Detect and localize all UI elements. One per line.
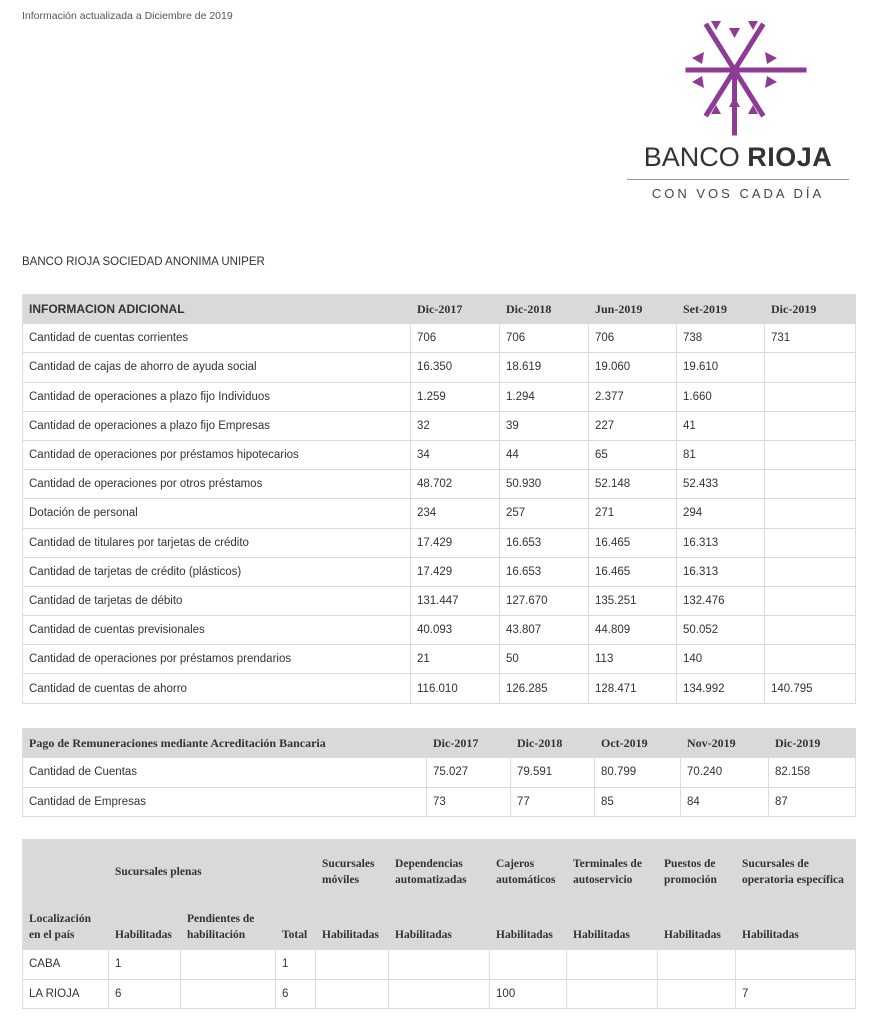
row-label: Cantidad de tarjetas de débito [23, 586, 411, 615]
table-cell: 41 [677, 411, 765, 440]
table-cell [658, 950, 736, 980]
table-cell: 81 [677, 440, 765, 469]
table-cell: 6 [109, 979, 181, 1009]
table-row [23, 499, 856, 528]
table-cell: 34 [411, 440, 500, 469]
star-emblem-icon [624, 18, 852, 138]
row-label: Cantidad de cuentas corrientes [23, 324, 411, 353]
additional-info-table [22, 294, 856, 704]
table-cell: 16.313 [677, 528, 765, 557]
company-name: BANCO RIOJA SOCIEDAD ANONIMA UNIPER [22, 256, 265, 268]
table-cell: 2.377 [589, 382, 677, 411]
table-cell: 1.660 [677, 382, 765, 411]
row-label: CABA [23, 950, 109, 980]
row-label: Cantidad de cuentas de ahorro [23, 674, 411, 703]
group-header-sucursales-plenas: Sucursales plenas [109, 840, 316, 904]
table-cell [765, 528, 856, 557]
table-cell: 77 [511, 787, 595, 816]
table-cell [765, 557, 856, 586]
table-cell: 127.670 [500, 586, 589, 615]
banco-rioja-logo [624, 18, 852, 208]
table-cell: 16.653 [500, 528, 589, 557]
table-cell [765, 645, 856, 674]
logo-divider [627, 179, 849, 180]
table-cell: 271 [589, 499, 677, 528]
table-cell: 80.799 [595, 758, 681, 787]
subheader-habilitadas: Habilitadas [490, 904, 567, 950]
table-cell: 7 [736, 979, 856, 1009]
table-row [23, 353, 856, 382]
table-row [23, 324, 856, 353]
subheader-habilitadas: Habilitadas [658, 904, 736, 950]
table-row [23, 645, 856, 674]
payroll-table [22, 728, 856, 817]
table-cell: 17.429 [411, 528, 500, 557]
table-cell [181, 979, 276, 1009]
group-header-puestos: Puestos de promoción [658, 840, 736, 904]
table-cell: 234 [411, 499, 500, 528]
table-cell: 48.702 [411, 470, 500, 499]
table-cell: 87 [769, 787, 856, 816]
column-header: Dic-2018 [511, 729, 595, 758]
column-header: Set-2019 [677, 295, 765, 324]
row-label: Cantidad de cajas de ahorro de ayuda social [23, 353, 411, 382]
table-cell: 128.471 [589, 674, 677, 703]
table-cell [765, 586, 856, 615]
table-cell: 82.158 [769, 758, 856, 787]
table-row [23, 411, 856, 440]
group-header-operatoria: Sucursales de operatoria específica [736, 840, 856, 904]
table-header-row [23, 840, 856, 904]
logo-brand-text [624, 142, 852, 173]
table-subheader-row [23, 904, 856, 950]
table-cell: 132.476 [677, 586, 765, 615]
table-cell: 16.465 [589, 528, 677, 557]
table-cell: 135.251 [589, 586, 677, 615]
table-row [23, 616, 856, 645]
table-cell [765, 382, 856, 411]
table-row [23, 758, 856, 787]
table-cell: 706 [411, 324, 500, 353]
table-row [23, 440, 856, 469]
subheader-habilitadas: Habilitadas [389, 904, 490, 950]
table-cell: 39 [500, 411, 589, 440]
table-cell: 21 [411, 645, 500, 674]
table-cell [658, 979, 736, 1009]
table-cell: 79.591 [511, 758, 595, 787]
table-cell: 706 [500, 324, 589, 353]
column-header: Dic-2019 [765, 295, 856, 324]
table-cell [765, 353, 856, 382]
table-cell: 731 [765, 324, 856, 353]
table-cell: 84 [681, 787, 769, 816]
table-cell: 16.313 [677, 557, 765, 586]
row-label: Cantidad de operaciones por otros préstamos [23, 470, 411, 499]
table-cell [389, 979, 490, 1009]
row-label: Dotación de personal [23, 499, 411, 528]
row-label: Cantidad de titulares por tarjetas de crédito [23, 528, 411, 557]
table-cell: 73 [427, 787, 511, 816]
row-label: Cantidad de Cuentas [23, 758, 427, 787]
table-row [23, 586, 856, 615]
table-cell: 16.350 [411, 353, 500, 382]
table-cell: 50 [500, 645, 589, 674]
table-cell [389, 950, 490, 980]
table-cell: 1 [276, 950, 316, 980]
subheader-habilitadas: Habilitadas [736, 904, 856, 950]
table-cell [567, 979, 658, 1009]
table-cell: 738 [677, 324, 765, 353]
table-cell: 44.809 [589, 616, 677, 645]
table-cell [316, 950, 389, 980]
table-header-row [23, 729, 856, 758]
table-row [23, 528, 856, 557]
table-row [23, 557, 856, 586]
table-cell [736, 950, 856, 980]
table-cell: 126.285 [500, 674, 589, 703]
row-label: Cantidad de operaciones a plazo fijo Individuos [23, 382, 411, 411]
column-header: Oct-2019 [595, 729, 681, 758]
logo-brand-bold: RIOJA [747, 142, 833, 172]
table-cell [567, 950, 658, 980]
subheader-habilitadas: Habilitadas [316, 904, 389, 950]
table-cell: 52.433 [677, 470, 765, 499]
table-cell [316, 979, 389, 1009]
location-header: Localización en el país [23, 840, 109, 950]
table-header-row [23, 295, 856, 324]
table-cell: 75.027 [427, 758, 511, 787]
table-cell: 1 [109, 950, 181, 980]
column-header: Dic-2019 [769, 729, 856, 758]
table-title: INFORMACION ADICIONAL [23, 295, 411, 324]
table-cell: 227 [589, 411, 677, 440]
column-header: Nov-2019 [681, 729, 769, 758]
table-row [23, 382, 856, 411]
table-cell [765, 440, 856, 469]
subheader-total: Total [276, 904, 316, 950]
group-header-dependencias: Dependencias automatizadas [389, 840, 490, 904]
table-row [23, 674, 856, 703]
table-row [23, 979, 856, 1009]
table-cell [181, 950, 276, 980]
subheader-habilitadas: Habilitadas [109, 904, 181, 950]
subheader-pendientes: Pendientes de habilitación [181, 904, 276, 950]
table-cell: 16.465 [589, 557, 677, 586]
table-cell [765, 499, 856, 528]
table-cell: 113 [589, 645, 677, 674]
row-label: LA RIOJA [23, 979, 109, 1009]
table-cell: 100 [490, 979, 567, 1009]
row-label: Cantidad de cuentas previsionales [23, 616, 411, 645]
table-cell: 50.930 [500, 470, 589, 499]
group-header-terminales: Terminales de autoservicio [567, 840, 658, 904]
column-header: Dic-2017 [411, 295, 500, 324]
row-label: Cantidad de tarjetas de crédito (plásticos) [23, 557, 411, 586]
table-cell [765, 616, 856, 645]
table-row [23, 950, 856, 980]
table-title: Pago de Remuneraciones mediante Acreditación Bancaria [23, 729, 427, 758]
row-label: Cantidad de operaciones a plazo fijo Empresas [23, 411, 411, 440]
table-cell: 85 [595, 787, 681, 816]
table-cell: 50.052 [677, 616, 765, 645]
table-cell: 294 [677, 499, 765, 528]
table-cell: 140 [677, 645, 765, 674]
table-cell [765, 411, 856, 440]
table-cell: 44 [500, 440, 589, 469]
table-cell [490, 950, 567, 980]
logo-slogan: CON VOS CADA DÍA [651, 186, 825, 201]
subheader-habilitadas: Habilitadas [567, 904, 658, 950]
table-cell [765, 470, 856, 499]
table-cell: 116.010 [411, 674, 500, 703]
column-header: Dic-2017 [427, 729, 511, 758]
table-cell: 70.240 [681, 758, 769, 787]
table-cell: 19.610 [677, 353, 765, 382]
row-label: Cantidad de operaciones por préstamos prendarios [23, 645, 411, 674]
column-header: Dic-2018 [500, 295, 589, 324]
table-cell: 257 [500, 499, 589, 528]
table-cell: 1.259 [411, 382, 500, 411]
table-cell: 16.653 [500, 557, 589, 586]
table-cell: 706 [589, 324, 677, 353]
table-cell: 52.148 [589, 470, 677, 499]
table-cell: 134.992 [677, 674, 765, 703]
row-label: Cantidad de Empresas [23, 787, 427, 816]
info-updated-text: Información actualizada a Diciembre de 2019 [22, 10, 233, 22]
table-cell: 19.060 [589, 353, 677, 382]
table-cell: 131.447 [411, 586, 500, 615]
table-row [23, 787, 856, 816]
table-cell: 18.619 [500, 353, 589, 382]
table-cell: 6 [276, 979, 316, 1009]
locations-table [22, 839, 856, 1009]
logo-brand-light: BANCO [643, 142, 748, 172]
table-row [23, 470, 856, 499]
table-cell: 40.093 [411, 616, 500, 645]
table-cell: 1.294 [500, 382, 589, 411]
column-header: Jun-2019 [589, 295, 677, 324]
group-header-cajeros: Cajeros automáticos [490, 840, 567, 904]
table-cell: 140.795 [765, 674, 856, 703]
table-cell: 17.429 [411, 557, 500, 586]
row-label: Cantidad de operaciones por préstamos hipotecarios [23, 440, 411, 469]
table-cell: 43.807 [500, 616, 589, 645]
table-cell: 65 [589, 440, 677, 469]
group-header-sucursales-moviles: Sucursales móviles [316, 840, 389, 904]
table-cell: 32 [411, 411, 500, 440]
